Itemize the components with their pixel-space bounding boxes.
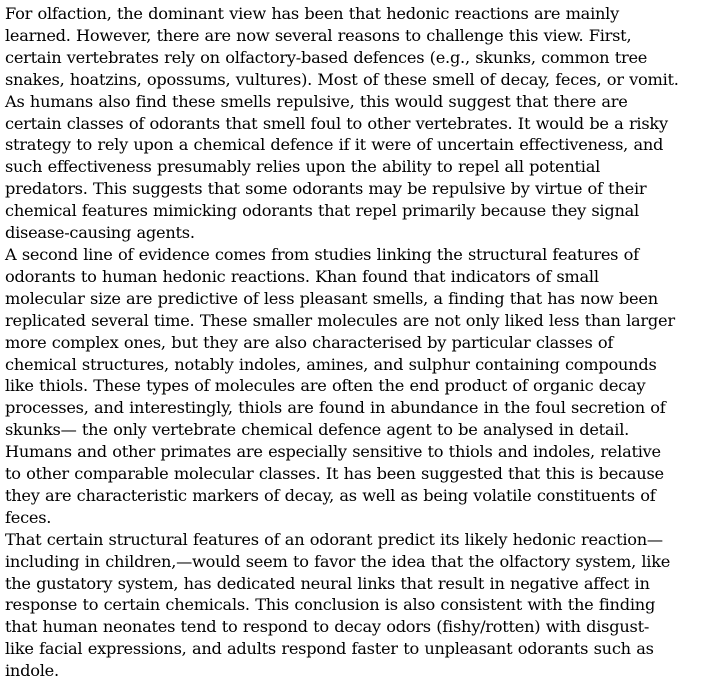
paragraph-conclusion xyxy=(5,529,711,682)
text-line: odorants to human hedonic reactions. Khan found that indicators of small xyxy=(5,266,599,286)
text-line: molecular size are predictive of less pleasant smells, a finding that has now been xyxy=(5,288,658,308)
paragraph-olfaction-view xyxy=(5,3,711,244)
text-line: predators. This suggests that some odorants may be repulsive by virtue of their xyxy=(5,179,647,199)
text-line: Humans and other primates are especially sensitive to thiols and indoles, relative xyxy=(5,442,661,462)
text-line: they are characteristic markers of decay, as well as being volatile constituents of xyxy=(5,485,656,505)
text-line: certain classes of odorants that smell foul to other vertebrates. It would be a risky xyxy=(5,113,668,133)
text-line: disease-causing agents. xyxy=(5,223,195,243)
text-line: strategy to rely upon a chemical defence if it were of uncertain effectiveness, and xyxy=(5,135,664,155)
text-line: feces. xyxy=(5,507,52,527)
text-line: including in children,—would seem to favor the idea that the olfactory system, like xyxy=(5,551,671,571)
text-line: certain vertebrates rely on olfactory-based defences (e.g., skunks, common tree xyxy=(5,47,648,67)
text-line: more complex ones, but they are also characterised by particular classes of xyxy=(5,332,614,352)
text-line: A second line of evidence comes from studies linking the structural features of xyxy=(5,244,639,264)
text-line: chemical features mimicking odorants that repel primarily because they signal xyxy=(5,201,639,221)
text-line: chemical structures, notably indoles, amines, and sulphur containing compounds xyxy=(5,354,657,374)
text-line: learned. However, there are now several reasons to challenge this view. First, xyxy=(5,25,632,45)
paragraph-structural-evidence xyxy=(5,244,711,529)
text-line: the gustatory system, has dedicated neural links that result in negative affect in xyxy=(5,573,650,593)
text-line: to other comparable molecular classes. It has been suggested that this is because xyxy=(5,464,664,484)
text-line: skunks— the only vertebrate chemical defence agent to be analysed in detail. xyxy=(5,420,630,440)
text-line: that human neonates tend to respond to decay odors (fishy/rotten) with disgust- xyxy=(5,617,650,637)
text-line: That certain structural features of an odorant predict its likely hedonic reaction— xyxy=(5,529,663,549)
text-line: response to certain chemicals. This conclusion is also consistent with the finding xyxy=(5,595,656,615)
text-line: As humans also find these smells repulsive, this would suggest that there are xyxy=(5,91,628,111)
text-line: like thiols. These types of molecules are often the end product of organic decay xyxy=(5,376,646,396)
text-line: processes, and interestingly, thiols are found in abundance in the foul secretion of xyxy=(5,398,666,418)
text-line: snakes, hoatzins, opossums, vultures). Most of these smell of decay, feces, or vomit. xyxy=(5,69,679,89)
text-line: indole. xyxy=(5,661,59,681)
text-line: like facial expressions, and adults respond faster to unpleasant odorants such as xyxy=(5,639,654,659)
text-line: such effectiveness presumably relies upon the ability to repel all potential xyxy=(5,157,601,177)
text-line: replicated several time. These smaller molecules are not only liked less than larger xyxy=(5,310,675,330)
text-line: For olfaction, the dominant view has been that hedonic reactions are mainly xyxy=(5,4,620,23)
